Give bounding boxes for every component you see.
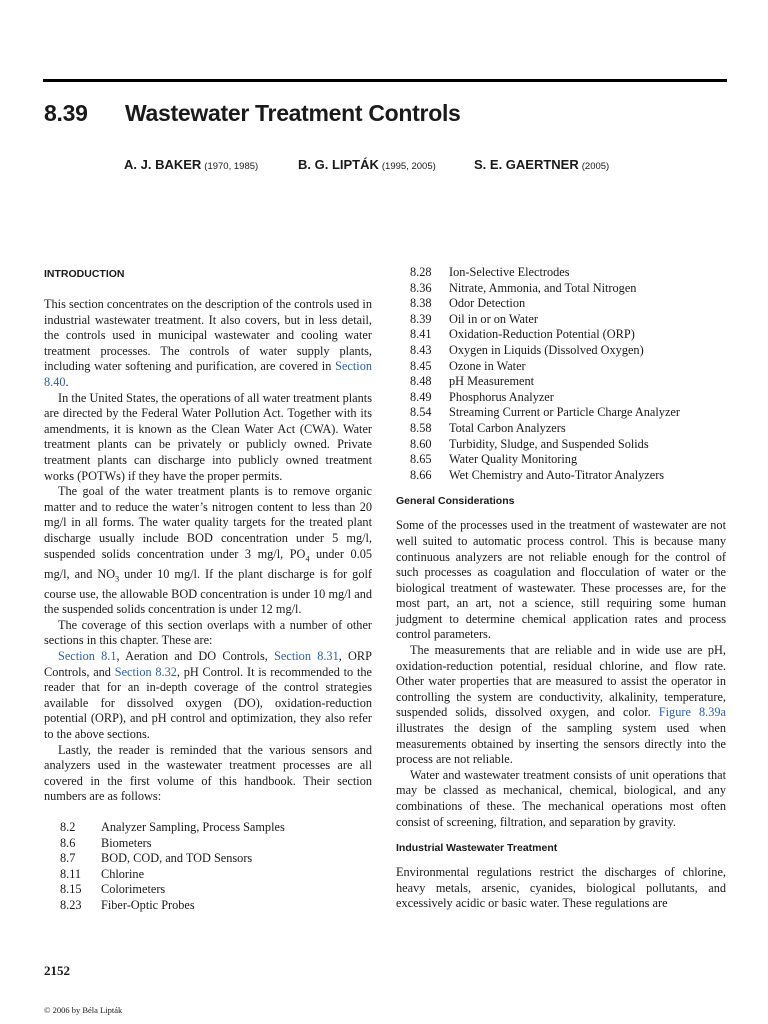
list-item-number: 8.66 [410, 467, 432, 482]
list-item-number: 8.28 [410, 265, 432, 279]
text-run: The goal of the water treatment plants is to remove organic matter and to reduce the water’s nitrogen content to less than 20 mg/l in all forms. The water quality targets for the treated plant discharge usually include BOD concentration under 5 mg/l, suspended solids concentration under 3 mg/l, PO [44, 484, 372, 561]
list-item-name: Wet Chemistry and Auto-Titrator Analyzers [449, 467, 665, 482]
list-item-number: 8.11 [60, 866, 82, 881]
section-title-text: Wastewater Treatment Controls [125, 100, 461, 126]
list-item-name: Oxygen in Liquids (Dissolved Oxygen) [449, 342, 644, 357]
list-item [396, 374, 726, 390]
page-number: 2152 [44, 963, 70, 978]
list-item-name: Streaming Current or Particle Charge Analyzer [449, 405, 680, 420]
author-years: (1970, 1985) [204, 161, 259, 172]
list-item-number: 8.54 [410, 405, 432, 420]
figure-8-39a-link[interactable]: Figure 8.39a [658, 705, 726, 720]
copyright-notice: © 2006 by Béla Lipták [44, 1005, 123, 1015]
list-item-name: Turbidity, Sludge, and Suspended Solids [449, 436, 649, 451]
list-item-name: Phosphorus Analyzer [449, 389, 554, 404]
intro-paragraph-4: The coverage of this section overlaps with a number of other sections in this chapter. These are: [44, 617, 372, 648]
author-name: B. G. LIPTÁK [298, 157, 379, 172]
top-rule [43, 79, 727, 82]
list-item-name: Colorimeters [101, 882, 166, 897]
list-item-number: 8.43 [410, 342, 432, 357]
list-item-name: Analyzer Sampling, Process Samples [101, 819, 285, 834]
list-item-number: 8.6 [60, 835, 76, 850]
list-item-number: 8.39 [410, 311, 432, 326]
author-years: (2005) [581, 161, 610, 172]
text-run: This section concentrates on the description of the controls used in industrial wastewater treatment. It also covers, but in less detail, the controls used in municipal wastewater and cooling water treatment processes. The controls of water supply plants, including water softening and purification, are covered in [44, 297, 372, 374]
right-column [396, 265, 726, 912]
intro-paragraph-3 [44, 484, 372, 618]
list-item-name: Odor Detection [449, 296, 526, 311]
intro-paragraph-6: Lastly, the reader is reminded that the various sensors and analyzers used in the wastewater treatment processes are all covered in the first volume of this handbook. Their section numbers are as follows: [44, 742, 372, 804]
list-item-number: 8.2 [60, 819, 76, 834]
list-item-number: 8.41 [410, 327, 432, 342]
list-item-name: Ion-Selective Electrodes [449, 265, 570, 279]
industrial-wastewater-heading: Industrial Wastewater Treatment [396, 842, 558, 855]
list-item [396, 468, 726, 484]
list-item-number: 8.49 [410, 389, 432, 404]
list-item [44, 820, 372, 836]
section-8-31-link[interactable]: Section 8.31 [274, 648, 339, 663]
list-item [44, 898, 372, 914]
general-paragraph-1: Some of the processes used in the treatment of wastewater are not well suited to automatic process control. This is because many continuous analyzers are not reliable enough for the control of such processes as coagulation and flocculation of water or the biological treatment of wastewater. These processes are, for the most part, an art, not a science, still requiring some human judgment to determine chemical application rates and process control parameters. [396, 518, 726, 642]
list-item-number: 8.48 [410, 374, 432, 389]
list-item [396, 437, 726, 453]
author-name: A. J. BAKER [124, 157, 202, 172]
list-item [396, 296, 726, 312]
section-8-1-link[interactable]: Section 8.1 [58, 648, 117, 663]
list-item [396, 452, 726, 468]
subscript: 3 [115, 574, 120, 583]
intro-paragraph-1 [44, 297, 372, 391]
text-run: . [65, 374, 69, 389]
list-item [396, 421, 726, 437]
general-considerations-heading: General Considerations [396, 495, 515, 508]
list-item [396, 281, 726, 297]
list-item-number: 8.45 [410, 358, 432, 373]
list-item-number: 8.65 [410, 452, 432, 467]
section-list-right [396, 265, 726, 483]
author-years: (1995, 2005) [381, 161, 436, 172]
list-item-name: Ozone in Water [449, 358, 526, 373]
list-item [396, 265, 726, 281]
list-item-number: 8.15 [60, 882, 82, 897]
list-item [396, 359, 726, 375]
list-item [396, 327, 726, 343]
text-run: under 0.05 mg/l, and NO [44, 546, 373, 581]
intro-paragraph-2: In the United States, the operations of all water treatment plants are directed by the Federal Water Pollution Act. Together with its amendments, it is known as the Clean Water Act (CWA). Water treatment plants can be privately or publicly owned. Private treatment plants can discharge into publicly owned treatment works (POTWs) if they have the proper permits. [44, 390, 372, 483]
list-item-name: Chlorine [101, 866, 145, 881]
list-item-name: Oil in or on Water [449, 311, 538, 326]
list-item [396, 343, 726, 359]
list-item-number: 8.7 [60, 851, 76, 866]
list-item-number: 8.38 [410, 296, 432, 311]
general-paragraph-3: Water and wastewater treatment consists of unit operations that may be classed as mechanical, chemical, biological, and any combinations of these. The mechanical operations most often consist of screening, filtration, and separation by gravity. [396, 767, 726, 829]
list-item-number: 8.58 [410, 420, 432, 435]
list-item [396, 390, 726, 406]
text-run: , ORP Controls, and [44, 648, 372, 679]
text-run: under 10 mg/l. If the plant discharge is for golf course use, the allowable BOD concentration is under 10 mg/l and the suspended solids concentration is under 12 mg/l. [44, 566, 372, 617]
section-title [44, 100, 461, 127]
list-item-name: Oxidation-Reduction Potential (ORP) [449, 327, 635, 342]
list-item-name: BOD, COD, and TOD Sensors [101, 851, 253, 866]
author-baker [124, 156, 258, 174]
list-item [44, 867, 372, 883]
list-item [44, 882, 372, 898]
list-item-name: Total Carbon Analyzers [449, 420, 566, 435]
list-item-number: 8.23 [60, 897, 82, 912]
list-item [44, 836, 372, 852]
author-liptak [298, 156, 436, 174]
list-item-name: Nitrate, Ammonia, and Total Nitrogen [449, 280, 637, 295]
subscript: 4 [305, 553, 310, 563]
section-list-left [44, 820, 372, 914]
section-8-32-link[interactable]: Section 8.32 [114, 664, 177, 679]
list-item-name: Fiber-Optic Probes [101, 897, 195, 912]
text-run: The measurements that are reliable and in wide use are pH, oxidation-reduction potential, residual chlorine, and flow rate. Other water properties that are measured to assist the operator in controlling the system are conductivity, alkalinity, temperature, suspended solids, dissolved oxygen, and color. [396, 643, 726, 720]
list-item-number: 8.60 [410, 436, 432, 451]
general-paragraph-2 [396, 643, 726, 768]
list-item [396, 312, 726, 328]
author-gaertner [474, 156, 609, 174]
list-item-name: Water Quality Monitoring [449, 452, 578, 467]
author-name: S. E. GAERTNER [474, 157, 579, 172]
list-item-name: Biometers [101, 835, 152, 850]
text-run: , pH Control. It is recommended to the reader that for an in-depth coverage of the control strategies available for dissolved oxygen (DO), oxidation-reduction potential (ORP), and pH control and optimization, they also refer to the above sections. [44, 664, 373, 741]
list-item [44, 851, 372, 867]
section-8-40-link[interactable]: Section 8.40 [44, 359, 372, 389]
list-item-name: pH Measurement [449, 374, 535, 389]
list-item [396, 405, 726, 421]
introduction-heading: INTRODUCTION [44, 268, 125, 280]
text-run: , Aeration and DO Controls, [116, 648, 275, 663]
intro-paragraph-5 [44, 649, 372, 743]
industrial-paragraph-1: Environmental regulations restrict the discharges of chlorine, heavy metals, arsenic, cyanides, biological pollutants, and excessively acidic or basic water. These regulations are [396, 865, 726, 911]
section-number: 8.39 [44, 100, 88, 126]
list-item-number: 8.36 [410, 280, 432, 295]
text-run: illustrates the design of the sampling system used when measurements obtained by inserting the sensors directly into the process are not reliable. [396, 721, 726, 767]
left-column [44, 265, 372, 913]
